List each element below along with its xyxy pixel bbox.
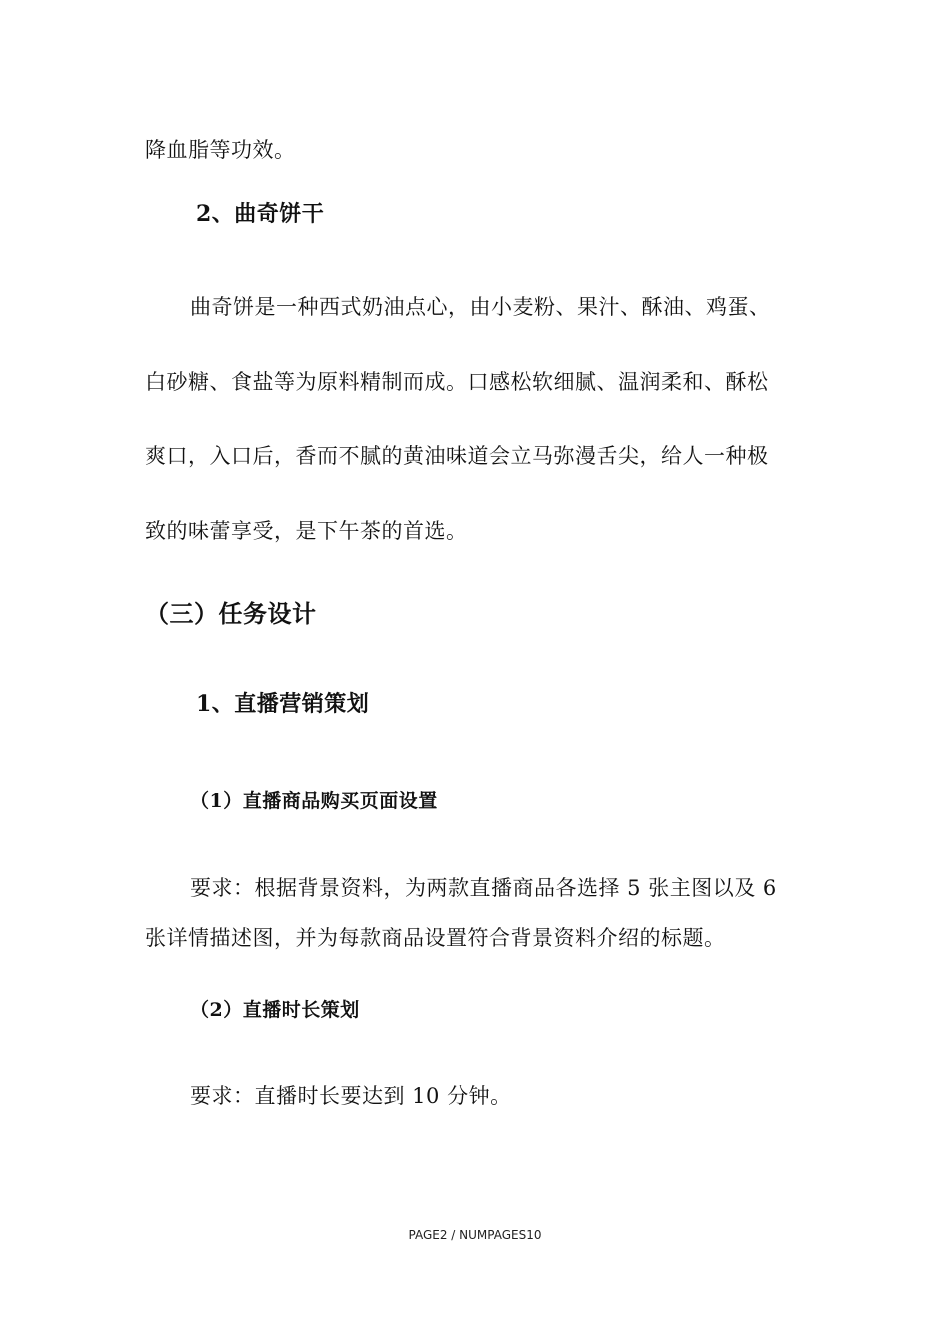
cookie-paragraph-line-2: 白砂糖、食盐等为原料精制而成。口感松软细腻、温润柔和、酥松	[145, 370, 769, 394]
subtask1-heading: （1）直播商品购买页面设置	[190, 790, 438, 812]
cookie-paragraph-line-3: 爽口，入口后，香而不腻的黄油味道会立马弥漫舌尖，给人一种极	[145, 444, 769, 468]
cookie-paragraph-line-1: 曲奇饼是一种西式奶油点心，由小麦粉、果汁、酥油、鸡蛋、	[190, 295, 771, 319]
subtask1-requirement-line-1: 要求：根据背景资料，为两款直播商品各选择 5 张主图以及 6	[190, 876, 777, 900]
section-heading-task-design: （三）任务设计	[145, 599, 317, 628]
subtask2-requirement: 要求：直播时长要达到 10 分钟。	[190, 1084, 512, 1108]
subtask2-heading: （2）直播时长策划	[190, 999, 360, 1021]
subtask1-requirement-line-2: 张详情描述图，并为每款商品设置符合背景资料介绍的标题。	[145, 926, 726, 950]
cookie-heading: 2、曲奇饼干	[196, 201, 325, 227]
continuation-text: 降血脂等功效。	[145, 138, 296, 162]
cookie-paragraph-line-4: 致的味蕾享受，是下午茶的首选。	[145, 519, 468, 543]
page-number-footer: PAGE2 / NUMPAGES10	[408, 1228, 542, 1242]
task-heading-live-marketing: 1、直播营销策划	[196, 691, 370, 717]
